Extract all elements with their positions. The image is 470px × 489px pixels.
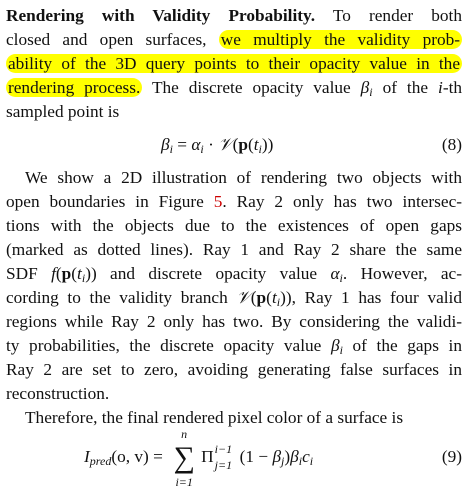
para1-line5: sampled point is [6,102,120,121]
summation-symbol: n ∑ i=1 [173,427,195,489]
para2-line8: ty probabilities, the discrete opacity value $\beta_i$ of the gaps in [6,336,462,357]
para2-line4: (marked as dotted lines). Ray 1 and Ray 2 share the same [6,240,462,259]
para1-line3 [6,52,462,76]
para2-line1: We show a 2D illustration of rendering two objects with [25,168,462,187]
para2-line5: SDF $f(p(t_i))$ and discrete opacity value $\alpha_i$. However, ac- [6,264,462,285]
para1-line2: closed and open surfaces, we multiply the validity prob- [6,30,460,49]
equation-9 [6,427,462,489]
equation-8-number: (8) [441,135,462,154]
product-indices: i−1 j=1 [214,442,233,472]
para1-line4: rendering process. The discrete opacity value $\beta_i$ of the i-th [8,78,463,99]
para2-line6: cording to the validity branch $𝒱(p(t_i))$, Ray 1 has four valid [6,288,462,309]
highlighted-text: ability of the 3D query points to their opacity value in the [8,54,460,73]
section-heading: Rendering with Validity Probability. [6,6,316,25]
para2-line7: regions while Ray 2 only has two. By considering the validi- [6,312,462,331]
equation-9-body: $I_{pred}(o$, v) = n ∑ i=1 Π i−1 j=1 $(1 - \beta_j)\beta_ic_i$ [84,427,314,489]
equation-8-body: $\beta_i = \alpha_i$ · $𝒱(p(t_i))$ [161,135,274,156]
para2-line10: reconstruction. [6,384,110,403]
equation-9-number: (9) [441,447,462,466]
para1-line1: Rendering with Validity Probability. To render both [6,6,462,25]
para3-line1: Therefore, the final rendered pixel color of a surface is [25,408,404,427]
para2-line3: tions with the objects due to the existences of open gaps [6,216,462,235]
para2-line9: Ray 2 are set to zero, avoiding generating false surfaces in [6,360,462,379]
equation-8 [6,130,462,160]
para2-line2: open boundaries in Figure 5. Ray 2 only has two intersec- [6,192,463,211]
highlighted-text: rendering process. [8,78,141,97]
highlighted-text: we multiply the validity prob- [220,30,460,49]
figure-link[interactable]: 5 [213,192,223,211]
